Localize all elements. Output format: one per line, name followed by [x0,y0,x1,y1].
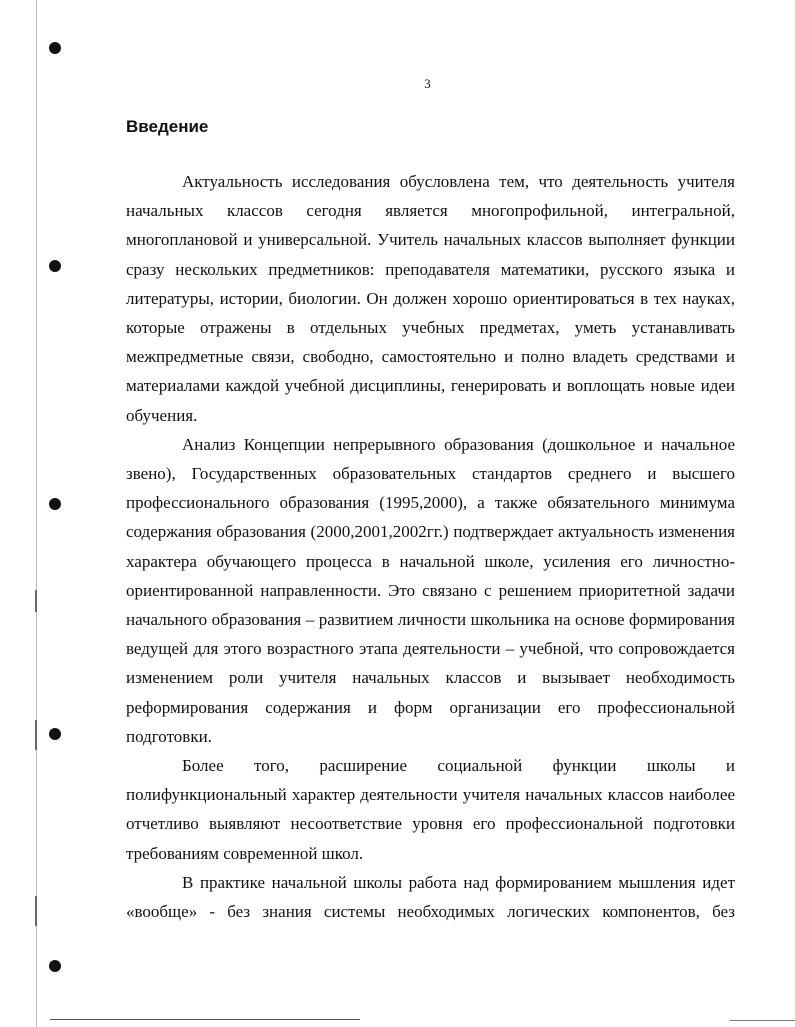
scan-margin-mark [35,720,37,750]
scan-margin-line [36,0,37,1027]
scan-margin-mark [35,896,37,926]
paragraph: Более того, расширение социальной функции школы и полифункциональный характер деятельности учителя начальных классов наиболее отчетливо выявляют несоответствие уровня его профессиональной подготовки требованиям современной школ. [126,756,735,863]
punch-hole-icon [49,498,61,510]
paragraph: В практике начальной школы работа над формированием мышления идет «вообще» - без знания системы необходимых логических компонентов, без [126,872,735,922]
punch-hole-icon [49,728,61,740]
body-text [126,167,735,926]
paragraph: Актуальность исследования обусловлена тем, что деятельность учителя начальных классов сегодня является многопрофильной, интегральной, многоплановой и универсальной. Учитель начальных классов выполняет функции сразу нескольких предметников: преподавателя математики, русского языка и литературы, истории, биологии. Он должен хорошо ориентироваться в тех науках, которые отражены в отдельных учебных предметах, уметь устанавливать межпредметные связи, свободно, самостоятельно и полно владеть средствами и материалами каждой учебной дисциплины, генерировать и воплощать новые идеи обучения. [126,172,735,425]
paragraph: Анализ Концепции непрерывного образования (дошкольное и начальное звено), Государственных образовательных стандартов среднего и высшего профессионального образования (1995,2000), а также обязательного минимума содержания образования (2000,2001,2002гг.) подтверждает актуальность изменения характера обучающего процесса в начальной школе, усиления его личностно-ориентированной направленности. Это связано с решением приоритетной задачи начального образования – развитием личности школьника на основе формирования ведущей для этого возрастного этапа деятельности – учебной, что сопровождается изменением роли учителя начальных классов и вызывает необходимость реформирования содержания и форм организации его профессиональной подготовки. [126,434,735,746]
punch-hole-icon [49,42,61,54]
bottom-rule [50,1019,360,1020]
punch-hole-icon [49,960,61,972]
page-number: 3 [424,76,431,91]
scan-margin-mark [35,590,37,612]
section-heading: Введение [126,117,209,136]
punch-hole-icon [49,260,61,272]
bottom-rule [730,1020,795,1021]
